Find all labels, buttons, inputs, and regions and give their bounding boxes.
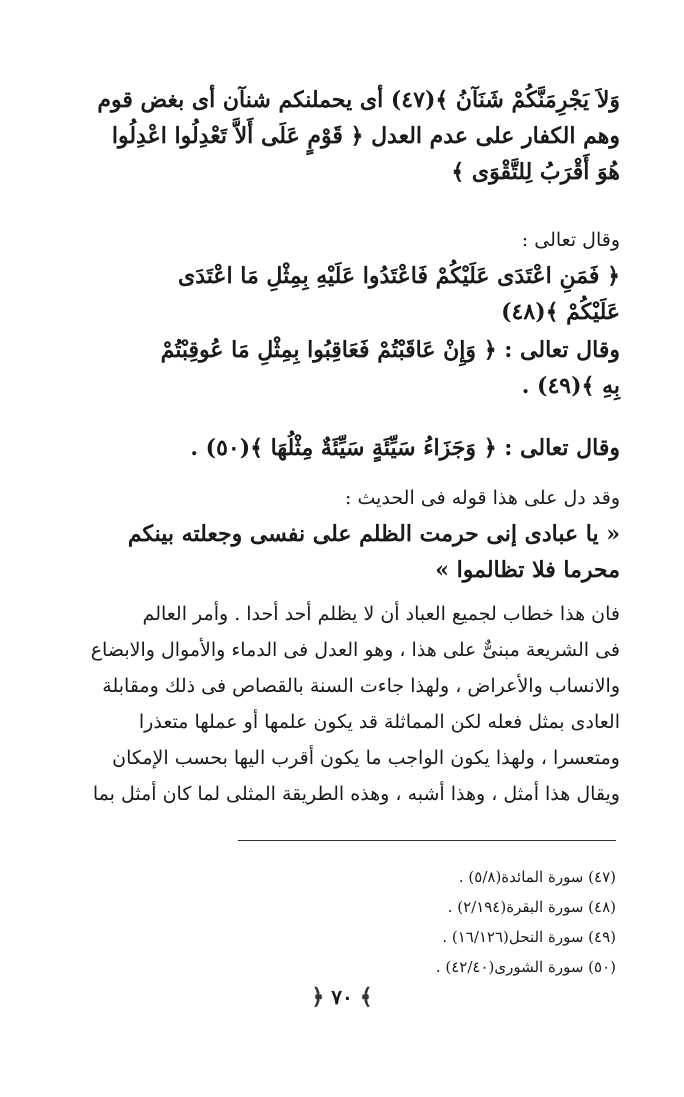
text-line: ﴿ فَمَنِ اعْتَدَى عَلَيْكُمْ فَاعْتَدُوا عَلَيْهِ بِمِثْلِ مَا اعْتَدَى: [177, 263, 620, 289]
text-line: وقد دل على هذا قوله فى الحديث :: [345, 487, 620, 509]
text-line: وَلاَ يَجْرِمَنَّكُمْ شَنَآنُ ﴾(٤٧) أى يحملنكم شنآن أى بغض قوم: [97, 87, 620, 113]
footnote-47: (٤٧) سورة المائدة(٥/٨) .: [458, 868, 616, 886]
text-line: وقال تعالى : ﴿ وَجَزَاءُ سَيِّئَةٍ سَيِّئَةٌ مِثْلُهَا ﴾(٥٠) .: [190, 435, 620, 461]
footnote-48: (٤٨) سورة البقرة(٢/١٩٤) .: [447, 898, 616, 916]
page-number-ornament-left: ﴿: [311, 984, 325, 1010]
text-line: محرما فلا تظالموا »: [435, 557, 620, 583]
text-line: ومتعسرا ، ولهذا يكون الواجب ما يكون أقرب اليها بحسب الإمكان: [112, 747, 620, 769]
text-line: وقال تعالى : ﴿ وَإِنْ عَاقَبْتُمْ فَعَاقِبُوا بِمِثْلِ مَا عُوقِبْتُمْ: [160, 337, 620, 363]
text-line: والانساب والأعراض ، ولهذا جاءت السنة بالقصاص فى ذلك ومقابلة: [102, 675, 620, 697]
footnote-separator: [238, 840, 616, 841]
page-number: [300, 984, 384, 1010]
paragraph-commentary: [64, 596, 620, 812]
text-line: ويقال هذا أمثل ، وهذا أشبه ، وهذه الطريقة المثلى لما كان أمثل بما: [92, 783, 620, 805]
paragraph-verse-42-40: [64, 430, 620, 466]
text-line: « يا عبادى إنى حرمت الظلم على نفسى وجعلته بينكم: [127, 521, 620, 547]
text-line: هُوَ أَقْرَبُ لِلتَّقْوَى ﴾: [451, 159, 620, 185]
text-line: عَلَيْكُمْ ﴾(٤٨): [501, 299, 620, 325]
text-line: وهم الكفار على عدم العدل ﴿ قَوْمٍ عَلَى أَلاَّ تَعْدِلُوا اعْدِلُوا: [111, 123, 620, 149]
paragraph-verse-16-126: [64, 332, 620, 404]
text-line: فى الشريعة مبنىٌّ على هذا ، وهو العدل فى الدماء والأموال والابضاع: [90, 639, 620, 661]
footnote-50: (٥٠) سورة الشورى(٤٢/٤٠) .: [435, 958, 616, 976]
paragraph-verse-5-8: [64, 82, 620, 190]
footnotes: [300, 862, 616, 982]
text-line: بِهِ ﴾(٤٩) .: [521, 373, 620, 399]
text-line: فان هذا خطاب لجميع العباد أن لا يظلم أحد أحدا . وأمر العالم: [142, 603, 620, 625]
footnote-49: (٤٩) سورة النحل(١٦/١٢٦) .: [442, 928, 616, 946]
text-line: وقال تعالى :: [521, 229, 620, 251]
page-number-ornament-right: ﴾: [359, 984, 373, 1010]
page-number-value: ٧٠: [331, 985, 353, 1009]
text-line: العادى بمثل فعله لكن المماثلة قد يكون علمها أو عملها متعذرا: [138, 711, 620, 733]
paragraph-hadith: [64, 480, 620, 588]
paragraph-verse-2-194: [64, 222, 620, 330]
